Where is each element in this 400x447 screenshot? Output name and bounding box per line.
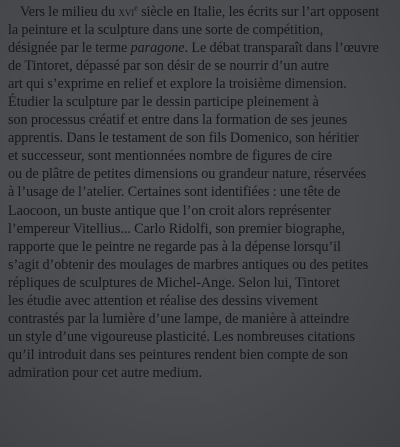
text-line (8, 364, 400, 382)
text-line (8, 21, 400, 39)
text-segment: les étudie avec attention et réalise des dessins vivement (8, 292, 318, 309)
text-line (8, 93, 400, 111)
text-segment: rapporte que le peintre ne regarde pas à la dépense lorsqu’il (8, 238, 341, 255)
text-segment: la peinture et la sculpture dans une sorte de compétition, (8, 22, 324, 39)
text-segment: siècle en Italie, les écrits sur l’art opposent (137, 4, 380, 20)
text-segment: son processus créatif et entre dans la formation de ses jeunes (8, 112, 348, 129)
text-line (8, 75, 400, 93)
text-segment: Laocoon, un buste antique que l’on croit alors représenter (8, 202, 331, 219)
text-line (8, 238, 400, 256)
text-segment: l’empereur Vitellius... Carlo Ridolfi, son premier biographe, (8, 220, 346, 237)
italic-term: paragone (130, 40, 185, 57)
text-line (8, 220, 400, 238)
text-line (8, 328, 400, 346)
text-segment: qu’il introduit dans ses peintures rendent bien compte de son (8, 346, 348, 363)
text-segment: . Le débat transparaît dans l’œuvre (184, 40, 379, 57)
text-line (8, 183, 400, 201)
text-segment: désignée par le terme (8, 40, 131, 57)
text-line (8, 111, 400, 129)
text-segment: contrastés par la lumière d’une lampe, de manière à atteindre (8, 310, 350, 327)
text-segment: art qui s’exprime en relief et explore la troisième dimension. (8, 76, 347, 93)
text-line (8, 129, 400, 147)
text-segment: s’agit d’obtenir des moulages de marbres antiques ou des petites (8, 256, 369, 273)
text-line (8, 165, 400, 183)
text-line (8, 292, 400, 310)
text-segment: ou de plâtre de petites dimensions ou grandeur nature, réservées (8, 166, 367, 183)
text-line (8, 202, 400, 220)
text-line (8, 39, 400, 57)
text-segment: un style d’une vigoureuse plasticité. Les nombreuses citations (8, 328, 355, 345)
text-line (8, 256, 400, 274)
ordinal-superscript: e (134, 3, 138, 13)
text-segment: admiration pour cet autre medium. (8, 364, 203, 381)
paragraph-text (8, 3, 400, 382)
text-line (8, 310, 400, 328)
text-line (8, 57, 400, 75)
text-segment: répliques de sculptures de Michel-Ange. Selon lui, Tintoret (8, 274, 340, 291)
text-segment: et successeur, sont mentionnées nombre de figures de cire (8, 148, 332, 165)
text-segment: Vers le milieu du (20, 4, 119, 20)
text-segment: à l’usage de l’atelier. Certaines sont identifiées : une tête de (8, 184, 341, 201)
text-line (8, 274, 400, 292)
text-segment: apprentis. Dans le testament de son fils Domenico, son héritier (8, 130, 359, 147)
text-segment: Étudier la sculpture par le dessin participe pleinement à (8, 94, 319, 111)
text-line (8, 346, 400, 364)
text-line (8, 3, 400, 21)
text-segment: de Tintoret, dépassé par son désir de se nourrir d’un autre (8, 58, 329, 75)
century-numeral: xvi (118, 5, 135, 19)
text-line (8, 147, 400, 165)
